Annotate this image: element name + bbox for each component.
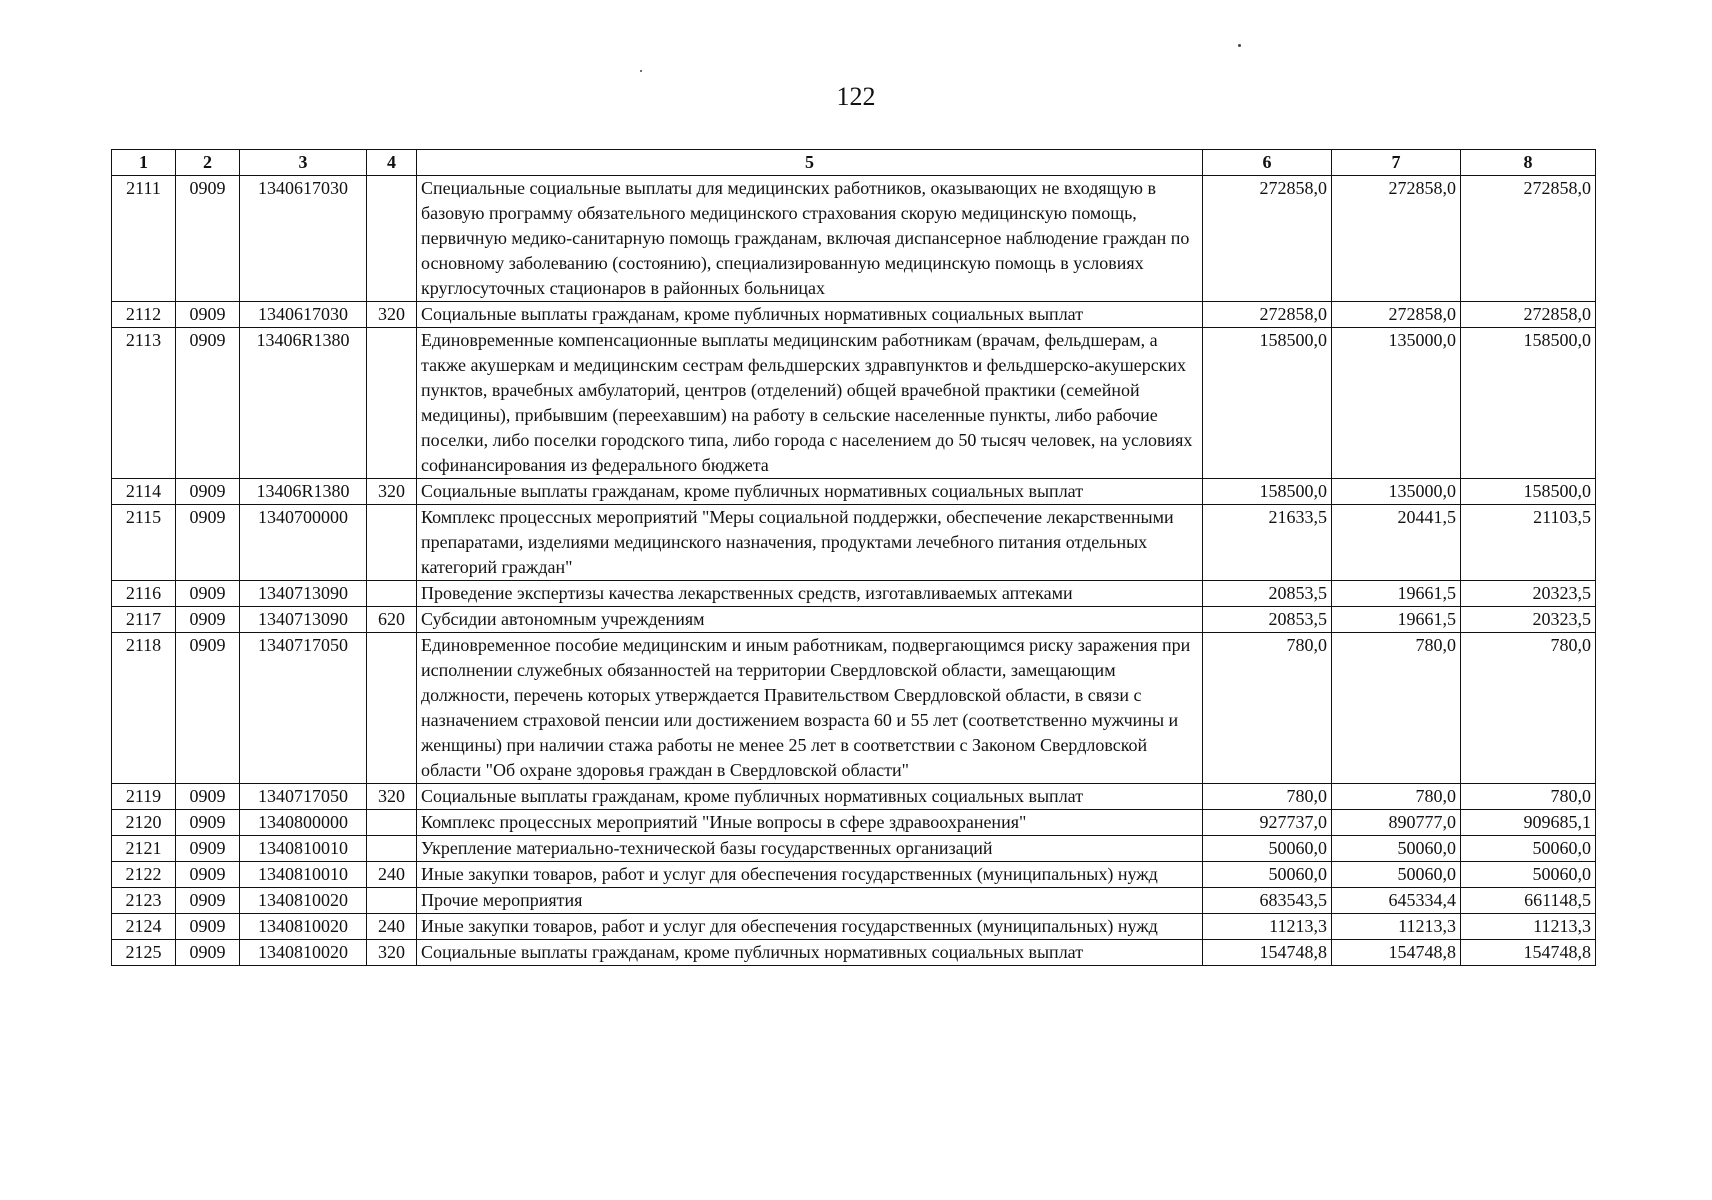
amount-year-3: 661148,5: [1461, 888, 1596, 914]
amount-year-2: 272858,0: [1332, 176, 1461, 302]
row-description: Иные закупки товаров, работ и услуг для обеспечения государственных (муниципальных) нужд: [417, 914, 1203, 940]
row-description: Иные закупки товаров, работ и услуг для обеспечения государственных (муниципальных) нужд: [417, 862, 1203, 888]
expense-type-code: [367, 633, 417, 784]
amount-year-2: 50060,0: [1332, 836, 1461, 862]
row-number: 2116: [112, 581, 176, 607]
table-row: [112, 581, 1596, 607]
expense-type-code: 320: [367, 784, 417, 810]
expense-type-code: [367, 888, 417, 914]
amount-year-3: 780,0: [1461, 784, 1596, 810]
table-row: [112, 940, 1596, 966]
row-number: 2114: [112, 479, 176, 505]
section-code: 0909: [176, 302, 240, 328]
header-col-5: 5: [417, 150, 1203, 176]
target-article-code: 1340810020: [240, 888, 367, 914]
section-code: 0909: [176, 862, 240, 888]
section-code: 0909: [176, 581, 240, 607]
amount-year-1: 50060,0: [1203, 836, 1332, 862]
amount-year-2: 135000,0: [1332, 328, 1461, 479]
section-code: 0909: [176, 633, 240, 784]
row-description: Социальные выплаты гражданам, кроме публичных нормативных социальных выплат: [417, 940, 1203, 966]
amount-year-1: 272858,0: [1203, 176, 1332, 302]
row-number: 2117: [112, 607, 176, 633]
expense-type-code: [367, 328, 417, 479]
page-number: 122: [836, 82, 876, 111]
amount-year-2: 780,0: [1332, 633, 1461, 784]
row-description: Специальные социальные выплаты для медицинских работников, оказывающих не входящую в базовую программу обязательного медицинского страхования скорую медицинскую помощь, первичную медико-санитарную помощь гражданам, включая диспансерное наблюдение граждан по основному заболеванию (состоянию), специализированную медицинскую помощь в условиях круглосуточных стационаров в районных больницах: [417, 176, 1203, 302]
target-article-code: 1340617030: [240, 302, 367, 328]
table-body: [112, 176, 1596, 966]
amount-year-2: 645334,4: [1332, 888, 1461, 914]
target-article-code: 1340713090: [240, 607, 367, 633]
amount-year-2: 19661,5: [1332, 607, 1461, 633]
row-number: 2123: [112, 888, 176, 914]
amount-year-1: 927737,0: [1203, 810, 1332, 836]
expense-type-code: [367, 810, 417, 836]
table-row: [112, 505, 1596, 581]
target-article-code: 1340717050: [240, 633, 367, 784]
row-number: 2118: [112, 633, 176, 784]
target-article-code: 1340717050: [240, 784, 367, 810]
section-code: 0909: [176, 328, 240, 479]
section-code: 0909: [176, 607, 240, 633]
row-description: Социальные выплаты гражданам, кроме публичных нормативных социальных выплат: [417, 302, 1203, 328]
row-description: Социальные выплаты гражданам, кроме публичных нормативных социальных выплат: [417, 479, 1203, 505]
row-number: 2115: [112, 505, 176, 581]
section-code: 0909: [176, 479, 240, 505]
amount-year-3: 20323,5: [1461, 581, 1596, 607]
amount-year-1: 11213,3: [1203, 914, 1332, 940]
row-description: Прочие мероприятия: [417, 888, 1203, 914]
expense-type-code: [367, 176, 417, 302]
row-description: Комплекс процессных мероприятий "Меры социальной поддержки, обеспечение лекарственными препаратами, изделиями медицинского назначения, продуктами лечебного питания отдельных категорий граждан": [417, 505, 1203, 581]
header-col-1: 1: [112, 150, 176, 176]
amount-year-1: 20853,5: [1203, 607, 1332, 633]
section-code: 0909: [176, 836, 240, 862]
target-article-code: 1340800000: [240, 810, 367, 836]
header-col-6: 6: [1203, 150, 1332, 176]
amount-year-1: 158500,0: [1203, 328, 1332, 479]
header-col-7: 7: [1332, 150, 1461, 176]
section-code: 0909: [176, 914, 240, 940]
target-article-code: 1340617030: [240, 176, 367, 302]
section-code: 0909: [176, 940, 240, 966]
row-number: 2124: [112, 914, 176, 940]
amount-year-1: 21633,5: [1203, 505, 1332, 581]
amount-year-3: 272858,0: [1461, 302, 1596, 328]
row-number: 2113: [112, 328, 176, 479]
amount-year-2: 19661,5: [1332, 581, 1461, 607]
section-code: 0909: [176, 505, 240, 581]
table-row: [112, 328, 1596, 479]
table-row: [112, 888, 1596, 914]
row-description: Единовременное пособие медицинским и иным работникам, подвергающимся риску заражения при исполнении служебных обязанностей на территории Свердловской области, замещающим должности, перечень которых утверждается Правительством Свердловской области, в связи с назначением страховой пенсии или достижением возраста 60 и 55 лет (соответственно мужчины и женщины) при наличии стажа работы не менее 25 лет в соответствии с Законом Свердловской области "Об охране здоровья граждан в Свердловской области": [417, 633, 1203, 784]
row-description: Комплекс процессных мероприятий "Иные вопросы в сфере здравоохранения": [417, 810, 1203, 836]
expense-type-code: 620: [367, 607, 417, 633]
target-article-code: 1340810020: [240, 914, 367, 940]
amount-year-2: 154748,8: [1332, 940, 1461, 966]
amount-year-3: 154748,8: [1461, 940, 1596, 966]
table-header-row: [112, 150, 1596, 176]
section-code: 0909: [176, 810, 240, 836]
amount-year-1: 272858,0: [1203, 302, 1332, 328]
row-description: Укрепление материально-технической базы государственных организаций: [417, 836, 1203, 862]
header-col-2: 2: [176, 150, 240, 176]
target-article-code: 1340810010: [240, 836, 367, 862]
amount-year-2: 135000,0: [1332, 479, 1461, 505]
header-col-3: 3: [240, 150, 367, 176]
amount-year-3: 780,0: [1461, 633, 1596, 784]
expense-type-code: [367, 581, 417, 607]
target-article-code: 1340810020: [240, 940, 367, 966]
section-code: 0909: [176, 784, 240, 810]
amount-year-3: 20323,5: [1461, 607, 1596, 633]
expense-type-code: 320: [367, 940, 417, 966]
row-description: Проведение экспертизы качества лекарственных средств, изготавливаемых аптеками: [417, 581, 1203, 607]
budget-table: [111, 149, 1596, 966]
scan-speck: [640, 70, 642, 72]
table-row: [112, 784, 1596, 810]
target-article-code: 1340700000: [240, 505, 367, 581]
amount-year-2: 20441,5: [1332, 505, 1461, 581]
expense-type-code: 320: [367, 479, 417, 505]
amount-year-1: 683543,5: [1203, 888, 1332, 914]
amount-year-3: 272858,0: [1461, 176, 1596, 302]
expense-type-code: [367, 505, 417, 581]
amount-year-3: 50060,0: [1461, 836, 1596, 862]
target-article-code: 1340713090: [240, 581, 367, 607]
table-row: [112, 633, 1596, 784]
header-col-8: 8: [1461, 150, 1596, 176]
amount-year-1: 158500,0: [1203, 479, 1332, 505]
table-row: [112, 302, 1596, 328]
amount-year-2: 11213,3: [1332, 914, 1461, 940]
row-number: 2125: [112, 940, 176, 966]
expense-type-code: 240: [367, 862, 417, 888]
expense-type-code: 240: [367, 914, 417, 940]
amount-year-3: 158500,0: [1461, 328, 1596, 479]
row-number: 2122: [112, 862, 176, 888]
amount-year-1: 20853,5: [1203, 581, 1332, 607]
amount-year-1: 780,0: [1203, 633, 1332, 784]
amount-year-2: 890777,0: [1332, 810, 1461, 836]
row-number: 2112: [112, 302, 176, 328]
table-row: [112, 810, 1596, 836]
amount-year-2: 272858,0: [1332, 302, 1461, 328]
table-row: [112, 862, 1596, 888]
amount-year-3: 158500,0: [1461, 479, 1596, 505]
expense-type-code: 320: [367, 302, 417, 328]
table-row: [112, 607, 1596, 633]
amount-year-1: 154748,8: [1203, 940, 1332, 966]
row-number: 2120: [112, 810, 176, 836]
table-row: [112, 176, 1596, 302]
row-number: 2121: [112, 836, 176, 862]
target-article-code: 1340810010: [240, 862, 367, 888]
section-code: 0909: [176, 888, 240, 914]
amount-year-1: 50060,0: [1203, 862, 1332, 888]
amount-year-2: 50060,0: [1332, 862, 1461, 888]
row-description: Субсидии автономным учреждениям: [417, 607, 1203, 633]
row-description: Единовременные компенсационные выплаты медицинским работникам (врачам, фельдшерам, а также акушеркам и медицинским сестрам фельдшерских здравпунктов и фельдшерско-акушерских пунктов, врачебных амбулаторий, центров (отделений) общей врачебной практики (семейной медицины), прибывшим (переехавшим) на работу в сельские населенные пункты, либо рабочие поселки, либо поселки городского типа, либо города с населением до 50 тысяч человек, на условиях софинансирования из федерального бюджета: [417, 328, 1203, 479]
amount-year-2: 780,0: [1332, 784, 1461, 810]
amount-year-3: 11213,3: [1461, 914, 1596, 940]
row-number: 2111: [112, 176, 176, 302]
section-code: 0909: [176, 176, 240, 302]
header-col-4: 4: [367, 150, 417, 176]
amount-year-3: 50060,0: [1461, 862, 1596, 888]
amount-year-1: 780,0: [1203, 784, 1332, 810]
target-article-code: 13406R1380: [240, 479, 367, 505]
row-number: 2119: [112, 784, 176, 810]
expense-type-code: [367, 836, 417, 862]
scan-speck: [1238, 44, 1241, 47]
amount-year-3: 21103,5: [1461, 505, 1596, 581]
table-row: [112, 479, 1596, 505]
amount-year-3: 909685,1: [1461, 810, 1596, 836]
target-article-code: 13406R1380: [240, 328, 367, 479]
table-row: [112, 836, 1596, 862]
row-description: Социальные выплаты гражданам, кроме публичных нормативных социальных выплат: [417, 784, 1203, 810]
table-row: [112, 914, 1596, 940]
